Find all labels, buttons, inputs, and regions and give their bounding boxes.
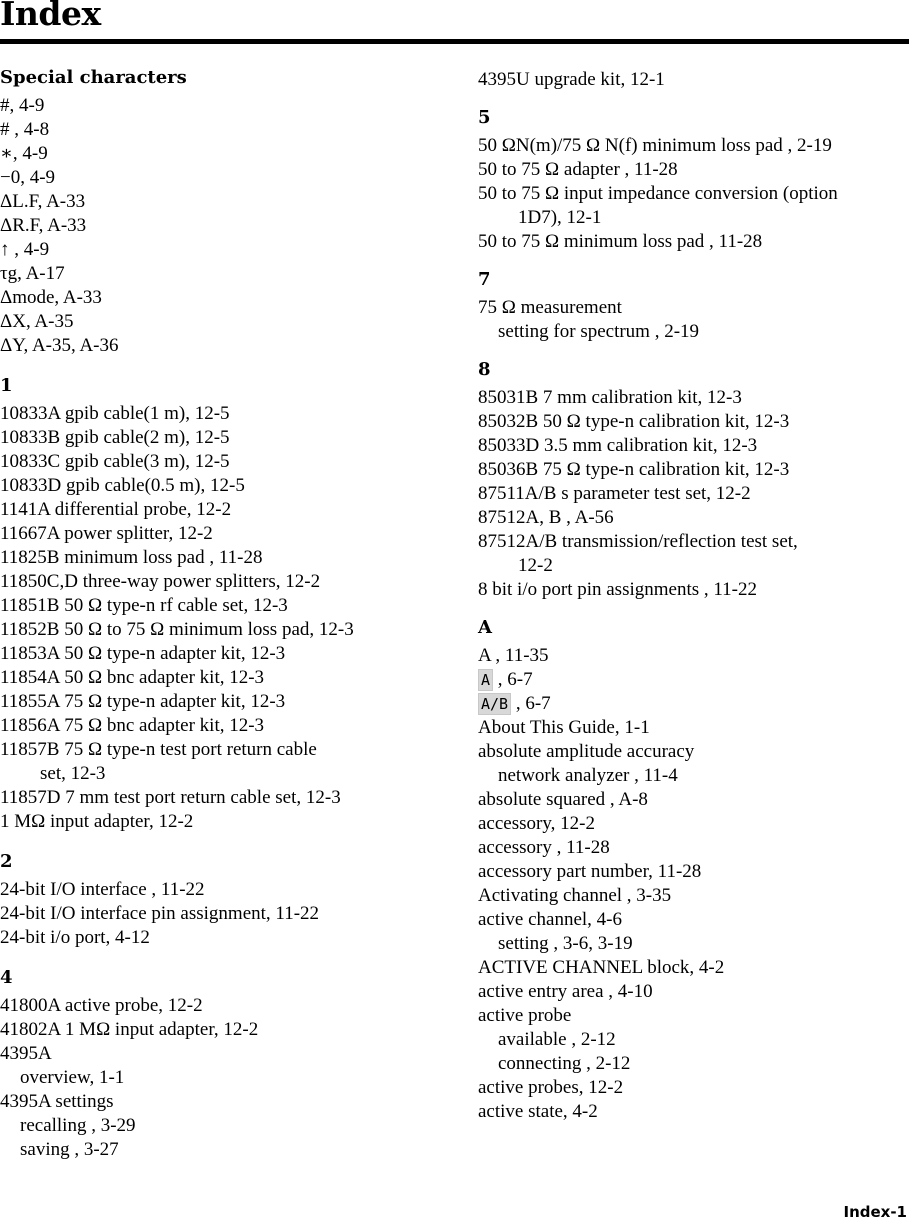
- index-entry: recalling , 3-29: [20, 1115, 136, 1136]
- index-entry: 11851B 50 Ω type-n rf cable set, 12-3: [0, 595, 288, 616]
- index-entry: active channel, 4-6: [478, 909, 623, 930]
- section-heading: 2: [0, 851, 13, 872]
- index-entry: 10833B gpib cable(2 m), 12-5: [0, 427, 230, 448]
- index-entry: [478, 692, 909, 716]
- entry-text: , 6-7: [511, 693, 551, 714]
- index-section-continued: [478, 68, 909, 92]
- index-entry: 50 ΩN(m)/75 Ω N(f) minimum loss pad , 2-19: [478, 135, 832, 156]
- section-heading: Special characters: [0, 67, 187, 88]
- index-entry: set, 12-3: [40, 763, 106, 784]
- index-entry: saving , 3-27: [20, 1139, 119, 1160]
- index-entry: active state, 4-2: [478, 1101, 598, 1122]
- index-entry: 12-2: [518, 555, 553, 576]
- section-heading: 1: [0, 375, 13, 396]
- index-entry: 85032B 50 Ω type-n calibration kit, 12-3: [478, 411, 790, 432]
- index-entry: ΔY, A-35, A-36: [0, 335, 119, 356]
- section-heading: 7: [478, 269, 491, 290]
- index-entry: 11852B 50 Ω to 75 Ω minimum loss pad, 12-3: [0, 619, 354, 640]
- index-entry: absolute amplitude accuracy: [478, 741, 695, 762]
- index-entry: 1 MΩ input adapter, 12-2: [0, 811, 194, 832]
- index-section-a: [478, 616, 909, 1124]
- section-heading: A: [478, 617, 492, 638]
- index-entry: 50 to 75 Ω adapter , 11-28: [478, 159, 678, 180]
- index-entry: available , 2-12: [498, 1029, 616, 1050]
- index-entry: 11853A 50 Ω type-n adapter kit, 12-3: [0, 643, 286, 664]
- softkey-label: A/B: [478, 693, 511, 715]
- index-entry: 87511A/B s parameter test set, 12-2: [478, 483, 751, 504]
- index-entry: active probes, 12-2: [478, 1077, 624, 1098]
- index-entry: 11825B minimum loss pad , 11-28: [0, 547, 263, 568]
- index-entry: accessory , 11-28: [478, 837, 610, 858]
- index-entry: ∗, 4-9: [0, 143, 48, 164]
- index-entry: 1141A differential probe, 12-2: [0, 499, 232, 520]
- index-entry: Δmode, A-33: [0, 287, 102, 308]
- index-entry: τg, A-17: [0, 263, 65, 284]
- index-entry: 24-bit i/o port, 4-12: [0, 927, 150, 948]
- index-entry: 85031B 7 mm calibration kit, 12-3: [478, 387, 742, 408]
- index-entry: 11857D 7 mm test port return cable set, 12-3: [0, 787, 341, 808]
- index-entry: 10833D gpib cable(0.5 m), 12-5: [0, 475, 245, 496]
- index-entry: # , 4-8: [0, 119, 50, 140]
- index-entry: 11855A 75 Ω type-n adapter kit, 12-3: [0, 691, 286, 712]
- index-entry: −0, 4-9: [0, 167, 56, 188]
- index-section-special-characters: [0, 66, 440, 358]
- index-entry: 24-bit I/O interface , 11-22: [0, 879, 205, 900]
- index-entry: 11854A 50 Ω bnc adapter kit, 12-3: [0, 667, 265, 688]
- index-section-7: [478, 268, 909, 344]
- index-entry: 87512A, B , A-56: [478, 507, 614, 528]
- index-entry: Activating channel , 3-35: [478, 885, 672, 906]
- section-heading: 8: [478, 359, 491, 380]
- index-entry: 75 Ω measurement: [478, 297, 622, 318]
- index-entry: 11850C,D three-way power splitters, 12-2: [0, 571, 321, 592]
- index-entry: accessory part number, 11-28: [478, 861, 702, 882]
- index-entry: ΔL.F, A-33: [0, 191, 86, 212]
- title-rule: [0, 39, 909, 44]
- index-entry: 85033D 3.5 mm calibration kit, 12-3: [478, 435, 758, 456]
- index-entry: setting for spectrum , 2-19: [498, 321, 700, 342]
- index-entry: 11856A 75 Ω bnc adapter kit, 12-3: [0, 715, 265, 736]
- page-title: Index: [0, 0, 101, 33]
- index-entry: 41800A active probe, 12-2: [0, 995, 203, 1016]
- index-entry: 50 to 75 Ω minimum loss pad , 11-28: [478, 231, 763, 252]
- index-entry: active probe: [478, 1005, 572, 1026]
- section-heading: 4: [0, 967, 13, 988]
- index-entry: ACTIVE CHANNEL block, 4-2: [478, 957, 725, 978]
- index-entry: network analyzer , 11-4: [498, 765, 678, 786]
- index-entry: ↑ , 4-9: [0, 239, 50, 260]
- index-entry: setting , 3-6, 3-19: [498, 933, 633, 954]
- section-heading: 5: [478, 107, 491, 128]
- index-section-2: [0, 850, 440, 950]
- index-entry: 4395A: [0, 1043, 52, 1064]
- index-entry: accessory, 12-2: [478, 813, 595, 834]
- index-entry: 50 to 75 Ω input impedance conversion (option: [478, 183, 838, 204]
- index-entry: A , 11-35: [478, 645, 549, 666]
- index-entry: 4395A settings: [0, 1091, 114, 1112]
- index-entry: overview, 1-1: [20, 1067, 125, 1088]
- index-entry: ΔR.F, A-33: [0, 215, 87, 236]
- index-column-right: [478, 68, 909, 1124]
- index-column-left: [0, 66, 440, 1162]
- index-entry: [478, 668, 909, 692]
- softkey-label: A: [478, 669, 493, 691]
- index-section-8: [478, 358, 909, 602]
- index-entry: 87512A/B transmission/reflection test set,: [478, 531, 798, 552]
- index-entry: 10833C gpib cable(3 m), 12-5: [0, 451, 230, 472]
- index-entry: 41802A 1 MΩ input adapter, 12-2: [0, 1019, 259, 1040]
- index-entry: absolute squared , A-8: [478, 789, 648, 810]
- index-entry: About This Guide, 1-1: [478, 717, 650, 738]
- index-entry: 11857B 75 Ω type-n test port return cable: [0, 739, 317, 760]
- index-entry: 1D7), 12-1: [518, 207, 602, 228]
- index-section-5: [478, 106, 909, 254]
- index-entry: 10833A gpib cable(1 m), 12-5: [0, 403, 230, 424]
- index-entry: 8 bit i/o port pin assignments , 11-22: [478, 579, 758, 600]
- index-entry: 24-bit I/O interface pin assignment, 11-22: [0, 903, 320, 924]
- entry-text: , 6-7: [493, 669, 533, 690]
- page-footer: Index-1: [843, 1203, 907, 1221]
- index-entry: 4395U upgrade kit, 12-1: [478, 69, 665, 90]
- index-section-1: [0, 374, 440, 834]
- index-section-4: [0, 966, 440, 1162]
- index-entry: 11667A power splitter, 12-2: [0, 523, 213, 544]
- index-entry: 85036B 75 Ω type-n calibration kit, 12-3: [478, 459, 790, 480]
- index-entry: ΔX, A-35: [0, 311, 74, 332]
- index-entry: connecting , 2-12: [498, 1053, 631, 1074]
- index-entry: #, 4-9: [0, 95, 45, 116]
- index-entry: active entry area , 4-10: [478, 981, 653, 1002]
